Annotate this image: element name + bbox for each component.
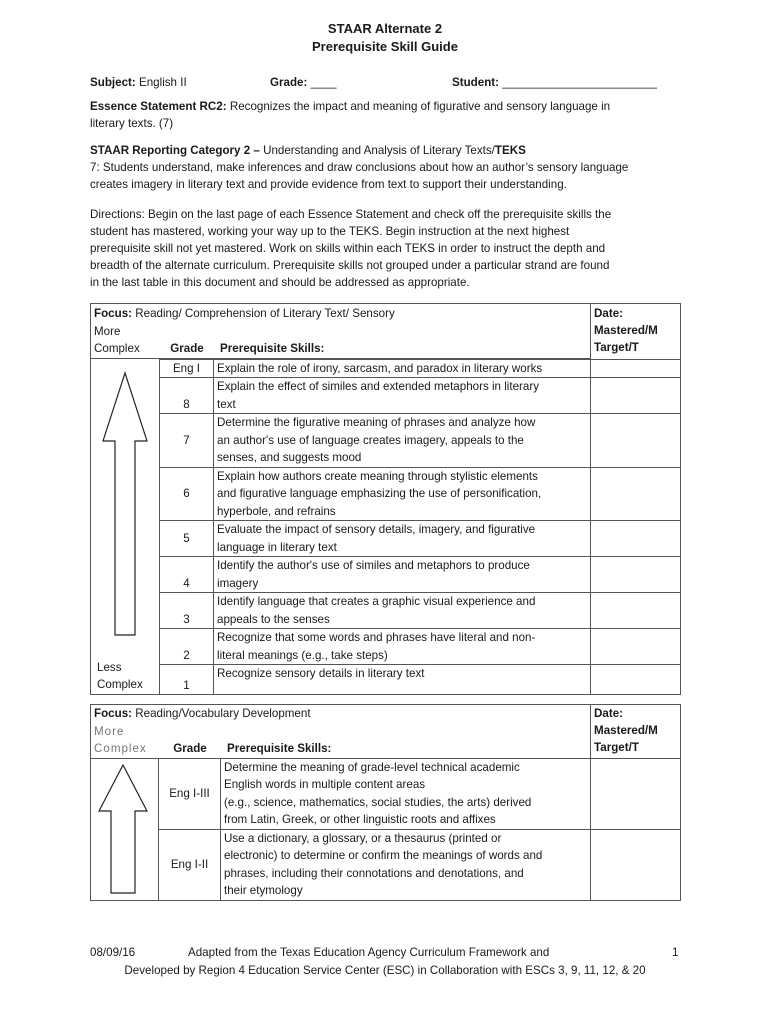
up-arrow-icon	[91, 759, 159, 899]
focus-text: Reading/Vocabulary Development	[135, 707, 311, 720]
skill-text: Identify language that creates a graphic visual experience and	[217, 595, 536, 608]
focus-cell	[91, 705, 591, 759]
essence-label: Essence Statement RC2:	[90, 100, 227, 113]
skills-table-vocabulary	[90, 704, 681, 901]
skill-cell	[214, 414, 591, 468]
date-cell[interactable]	[591, 414, 681, 468]
skill-cell	[214, 467, 591, 521]
skill-cell	[214, 359, 591, 378]
date-cell[interactable]	[591, 829, 681, 900]
subject-value: English II	[138, 76, 187, 89]
grade-blank[interactable]: ____	[310, 76, 337, 89]
skill-text: Explain the role of irony, sarcasm, and paradox in literary works	[217, 361, 543, 375]
more-label: More	[94, 724, 125, 738]
category-line-3: creates imagery in literary text and provide evidence from text to support their understanding.	[90, 178, 567, 191]
date-cell[interactable]	[591, 467, 681, 521]
directions-line: in the last table in this document and should be addressed as appropriate.	[90, 276, 470, 289]
grade-cell: 3	[160, 593, 214, 629]
target-label: Target/T	[594, 341, 639, 354]
grade-cell: 4	[160, 557, 214, 593]
skill-cell	[221, 829, 591, 900]
skill-text: Use a dictionary, a glossary, or a thesaurus (printed or	[224, 831, 502, 845]
skill-text: from Latin, Greek, or other linguistic roots and affixes	[224, 813, 496, 826]
directions	[90, 206, 690, 291]
complex-label: Complex	[97, 678, 143, 691]
category-text: Understanding and Analysis of Literary Texts/	[263, 144, 495, 157]
date-cell[interactable]	[591, 359, 681, 378]
footer-adapted: Adapted from the Texas Education Agency Curriculum Framework and	[188, 946, 550, 959]
skill-text: hyperbole, and refrains	[217, 504, 336, 518]
skill-text: Explain how authors create meaning through stylistic elements	[217, 469, 538, 483]
target-label: Target/T	[594, 741, 639, 754]
page-subtitle: Prerequisite Skill Guide	[312, 39, 458, 54]
skill-text: senses, and suggests mood	[217, 451, 362, 464]
focus-label: Focus:	[94, 707, 133, 720]
skills-header: Prerequisite Skills:	[227, 741, 332, 755]
less-label: Less	[97, 661, 122, 674]
focus-text: Reading/ Comprehension of Literary Text/ Sensory	[135, 307, 395, 320]
skill-text: Recognize sensory details in literary text	[217, 667, 425, 680]
page-number: 1	[672, 946, 679, 959]
date-header	[591, 705, 681, 759]
focus-cell	[91, 304, 591, 359]
skill-cell	[221, 758, 591, 829]
footer-date: 08/09/16	[90, 946, 136, 959]
skill-text: Determine the meaning of grade-level technical academic	[224, 760, 520, 774]
teks-label: TEKS	[494, 144, 526, 157]
grade-cell: 1	[160, 665, 214, 695]
skill-text: imagery	[217, 576, 259, 590]
mastered-label: Mastered/M	[594, 724, 658, 737]
skill-cell	[214, 521, 591, 557]
skill-text: Recognize that some words and phrases have literal and non-	[217, 631, 536, 644]
date-label: Date:	[594, 307, 624, 320]
date-cell[interactable]	[591, 758, 681, 829]
footer-developed: Developed by Region 4 Education Service Center (ESC) in Collaboration with ESCs 3, 9, 11, 12, & 20	[124, 964, 646, 977]
skill-text: literal meanings (e.g., take steps)	[217, 648, 388, 662]
date-cell[interactable]	[591, 629, 681, 665]
grade-cell: 8	[160, 378, 214, 414]
skill-cell	[214, 557, 591, 593]
skill-text: Evaluate the impact of sensory details, imagery, and figurative	[217, 523, 536, 536]
grade-cell: 6	[160, 467, 214, 521]
skill-text: Identify the author's use of similes and metaphors to produce	[217, 559, 530, 572]
grade-header: Grade	[170, 341, 204, 355]
grade-cell: 7	[160, 414, 214, 468]
skill-cell	[214, 665, 591, 695]
date-cell[interactable]	[591, 593, 681, 629]
student-blank[interactable]: ________________________	[502, 76, 657, 89]
student-label: Student:	[452, 76, 500, 89]
date-header	[591, 304, 681, 360]
date-cell[interactable]	[591, 521, 681, 557]
skill-text: electronic) to determine or confirm the meanings of words and	[224, 849, 543, 862]
directions-line: breadth of the alternate curriculum. Prerequisite skills not grouped under a particular strand are found	[90, 259, 610, 272]
directions-line: student has mastered, working your way up to the TEKS. Begin instruction at the next highest	[90, 225, 570, 238]
date-cell[interactable]	[591, 557, 681, 593]
grade-cell: 2	[160, 629, 214, 665]
date-cell[interactable]	[591, 378, 681, 414]
skill-text: English words in multiple content areas	[224, 778, 426, 791]
grade-header: Grade	[173, 741, 207, 755]
skill-cell	[214, 378, 591, 414]
skill-text: an author's use of language creates imagery, appeals to the	[217, 433, 524, 447]
essence-line-2: literary texts. (7)	[90, 117, 174, 130]
complex-label: Complex	[94, 742, 147, 755]
skill-text: text	[217, 397, 236, 411]
skills-header: Prerequisite Skills:	[220, 341, 325, 355]
up-arrow-icon	[91, 359, 159, 659]
reporting-category	[90, 142, 690, 193]
grade-cell: Eng I-II	[159, 829, 221, 900]
category-line-2: 7: Students understand, make inferences and draw conclusions about how an author’s sensory language	[90, 161, 629, 174]
date-label: Date:	[594, 707, 624, 720]
grade-label: Grade:	[270, 76, 308, 89]
skill-cell	[214, 593, 591, 629]
skill-text: language in literary text	[217, 540, 337, 554]
complexity-arrow-cell	[91, 359, 160, 695]
grade-line	[270, 74, 336, 91]
essence-line-1: Recognizes the impact and meaning of figurative and sensory language in	[229, 100, 611, 113]
complexity-arrow-cell	[91, 758, 159, 900]
skill-text: their etymology	[224, 884, 303, 897]
skill-text: appeals to the senses	[217, 612, 330, 626]
skill-cell	[214, 629, 591, 665]
skill-text: Determine the figurative meaning of phrases and analyze how	[217, 416, 536, 429]
essence-statement	[90, 98, 690, 132]
student-line	[452, 74, 657, 91]
mastered-label: Mastered/M	[594, 324, 658, 337]
grade-cell: Eng I-III	[159, 758, 221, 829]
skill-text: Explain the effect of similes and extended metaphors in literary	[217, 380, 540, 393]
subject-label: Subject:	[90, 76, 136, 89]
focus-label: Focus:	[94, 307, 133, 320]
category-label: STAAR Reporting Category 2 –	[90, 144, 260, 157]
skill-text: phrases, including their connotations and denotations, and	[224, 866, 524, 880]
subject-line	[90, 74, 187, 91]
skill-text: (e.g., science, mathematics, social studies, the arts) derived	[224, 795, 532, 809]
directions-line: Directions: Begin on the last page of each Essence Statement and check off the prerequisite skills the	[90, 208, 612, 221]
directions-line: prerequisite skill not yet mastered. Work on skills within each TEKS in order to instruct the depth and	[90, 242, 606, 255]
complex-label: Complex	[94, 342, 140, 355]
skills-table-sensory	[90, 303, 681, 695]
grade-cell: 5	[160, 521, 214, 557]
grade-cell: Eng I	[160, 359, 214, 378]
skill-text: and figurative language emphasizing the use of personification,	[217, 487, 542, 500]
page-title: STAAR Alternate 2	[327, 21, 443, 36]
date-cell[interactable]	[591, 665, 681, 695]
more-label: More	[94, 324, 121, 338]
